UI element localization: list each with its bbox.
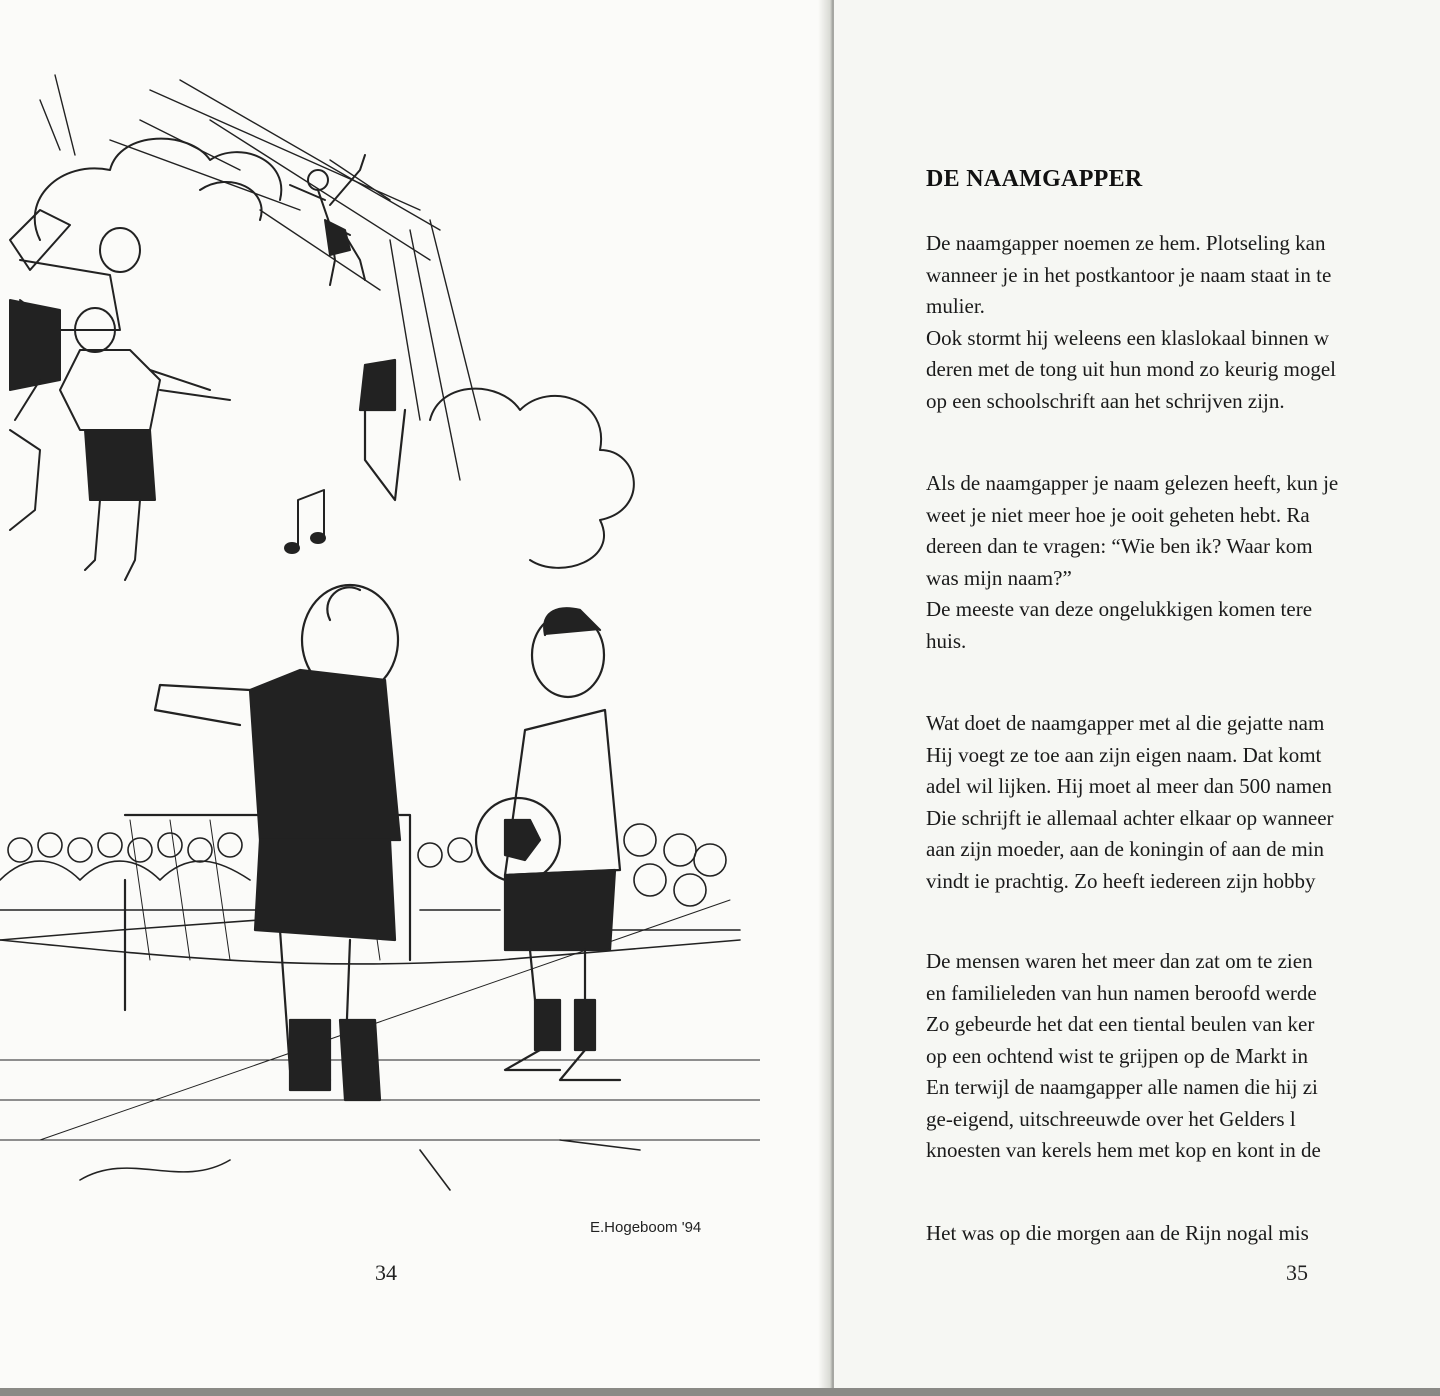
- text-line: En terwijl de naamgapper alle namen die hij zi: [926, 1075, 1318, 1099]
- text-line: Zo gebeurde het dat een tiental beulen van ker: [926, 1012, 1315, 1036]
- boy-with-ball: [476, 608, 620, 1080]
- paragraph-2: [926, 468, 1440, 657]
- text-line: wanneer je in het postkantoor je naam staat in te: [926, 262, 1332, 287]
- text-line: adel wil lijken. Hij moet al meer dan 500 namen: [926, 774, 1332, 798]
- text-line: was mijn naam?”: [926, 565, 1072, 590]
- text-line: op een ochtend wist te grijpen op de Markt in: [926, 1043, 1308, 1068]
- text-line: op een schoolschrift aan het schrijven zijn.: [926, 388, 1285, 413]
- text-line: aan zijn moeder, aan de koningin of aan de min: [926, 837, 1325, 861]
- flying-boy-top: [290, 155, 365, 285]
- text-line: Die schrijft ie allemaal achter elkaar op wanneer: [926, 805, 1334, 830]
- text-line: Het was op die morgen aan de Rijn nogal mis: [926, 1221, 1309, 1245]
- text-line: knoesten van kerels hem met kop en kont in de: [926, 1138, 1321, 1162]
- illustrator-signature: E.Hogeboom '94: [590, 1219, 702, 1236]
- paragraph-3: [926, 708, 1440, 897]
- paragraph-1: [926, 228, 1440, 417]
- text-line: en familieleden van hun namen beroofd werde: [926, 980, 1317, 1005]
- referee-figure: [155, 360, 405, 1100]
- football-illustration: [0, 60, 760, 1260]
- text-line: mulier.: [926, 294, 985, 318]
- text-line: deren met de tong uit hun mond zo keurig mogel: [926, 357, 1336, 381]
- music-note-icon: [285, 490, 325, 553]
- text-line: Hij voegt ze toe aan zijn eigen naam. Dat komt: [926, 742, 1322, 767]
- text-line: Als de naamgapper je naam gelezen heeft, kun je: [926, 471, 1339, 495]
- flying-players-left: [10, 75, 230, 580]
- text-line: vindt ie prachtig. Zo heeft iedereen zijn hobby: [926, 868, 1316, 893]
- cloud-right: [430, 389, 634, 568]
- book-bottom-edge: [0, 1388, 1440, 1396]
- page-number-right: 35: [1286, 1260, 1308, 1285]
- cloud-mid: [200, 182, 262, 220]
- chapter-title: DE NAAMGAPPER: [926, 166, 1143, 192]
- text-line: Ook stormt hij weleens een klaslokaal binnen w: [926, 325, 1329, 350]
- text-line: ge-eigend, uitschreeuwde over het Gelders l: [926, 1106, 1296, 1131]
- text-line: De naamgapper noemen ze hem. Plotseling kan: [926, 231, 1326, 255]
- text-line: huis.: [926, 628, 967, 653]
- text-line: De meeste van deze ongelukkigen komen tere: [926, 597, 1313, 621]
- text-line: dereen dan te vragen: “Wie ben ik? Waar kom: [926, 534, 1313, 558]
- text-line: Wat doet de naamgapper met al die gejatte nam: [926, 711, 1325, 735]
- text-line: weet je niet meer hoe je ooit geheten hebt. Ra: [926, 502, 1310, 527]
- pitch: [0, 900, 760, 1190]
- right-page: [834, 0, 1440, 1396]
- page-number-left: 34: [375, 1260, 397, 1285]
- speed-lines: [110, 80, 480, 480]
- text-line: De mensen waren het meer dan zat om te zien: [926, 949, 1313, 973]
- paragraph-5: [926, 1218, 1440, 1250]
- paragraph-4: [926, 946, 1440, 1167]
